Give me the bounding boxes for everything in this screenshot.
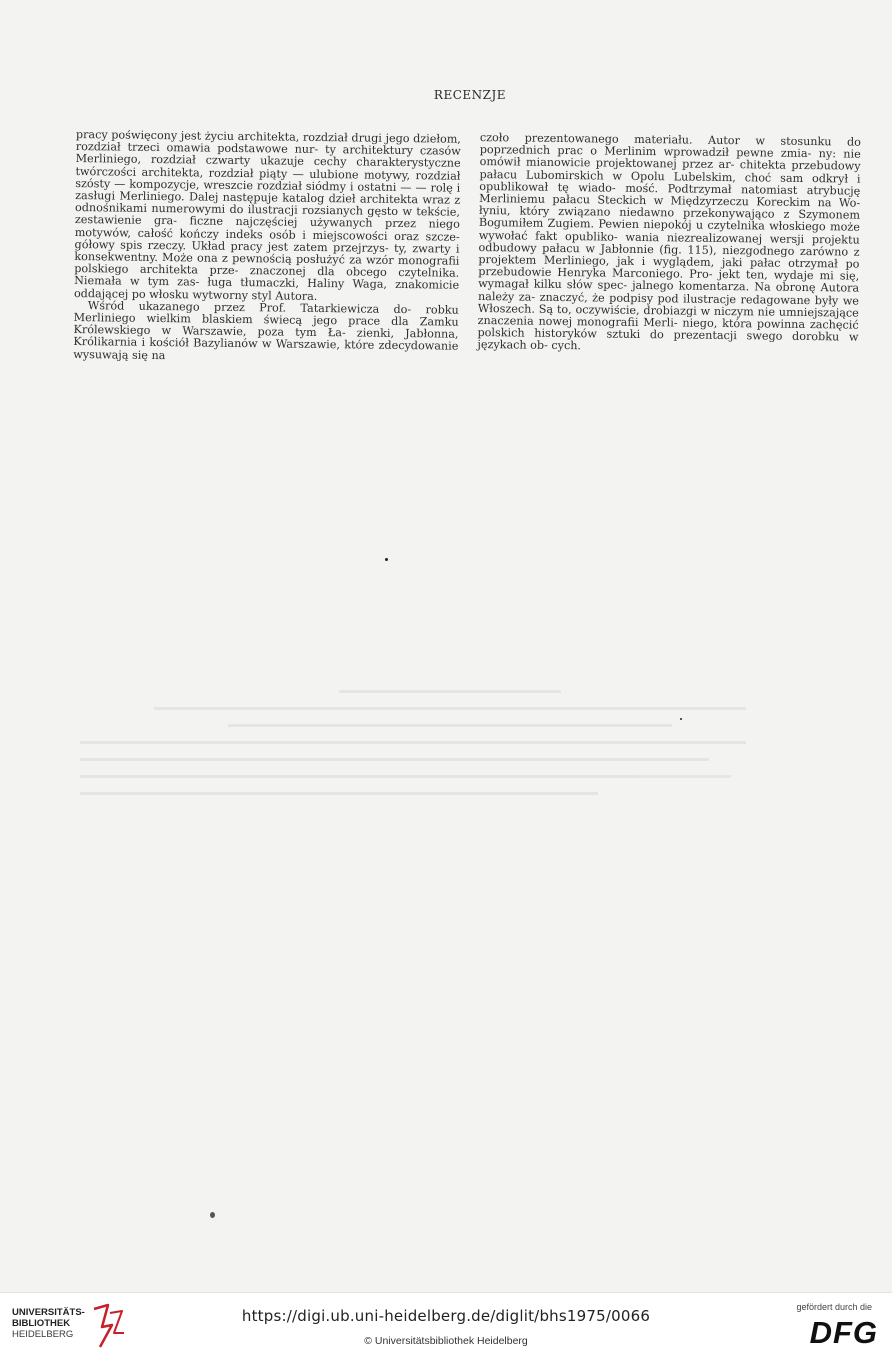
left-paragraph-2: Wśród ukazanego przez Prof. Tatarkiewicza do- robku Merliniego wielkim blaskiem świecą jego prace dla Zamku Królewskiego w Warszawie, poza tym Ła- zienki, Jabłonna, Królikarnia i kościół Bazylianów w Warszawie, które zdecydowanie wysuwają się na xyxy=(73,299,459,362)
page-url-link[interactable]: https://digi.ub.uni-heidelberg.de/diglit/bhs1975/0066 xyxy=(241,1307,651,1325)
right-text-column xyxy=(477,132,861,356)
dfg-logo[interactable]: DFG xyxy=(809,1315,878,1350)
page-speck xyxy=(385,558,388,561)
show-through-text xyxy=(80,690,820,990)
dfg-funding-label: gefördert durch die xyxy=(796,1302,872,1312)
right-paragraph-1: czoło prezentowanego materiału. Autor w stosunku do poprzednich prac o Merlinim wprowadził pewne zmia- ny: nie omówił mianowicie projektowanej przez ar- chitekta przebudowy pałacu Lubomirskich w Opolu Lubelskim, choć sam odkrył i opublikował tę wiado- mość. Podtrzymał natomiast atrybucję Merliniemu pałacu Steckich w Międzyrzeczu Koreckim na Wo- łyniu, który związano niedawno przekonywająco z Szymonem Bogumiłem Zugiem. Pewien niepokój u czytelnika włoskiego może wywołać fakt opubliko- wania niezrealizowanej wersji projektu odbudowy pałacu w Jabłonnie (fig. 115), niezgodnego zarówno z projektem Merliniego, jak i wyglądem, jaki pałac otrzymał po przebudowie Henryka Marconiego. Pro- jekt ten, wydaje mi się, wymagał kilku słów spec- jalnego komentarza. Na obronę Autora należy za- znaczyć, że podpisy pod ilustracje redagowane były we Włoszech. Są to, oczywiście, drobiazgi w niczym nie umniejszające znaczenia nowej monografii Merli- niego, która powinna zachęcić polskich historyków sztuki do prezentacji swego dorobku w językach ob- cych. xyxy=(477,131,861,353)
logo-line-3: HEIDELBERG xyxy=(12,1329,74,1340)
copyright-notice: © Universitätsbibliothek Heidelberg xyxy=(364,1335,528,1347)
page-speck xyxy=(680,718,682,720)
page-speck xyxy=(210,1212,215,1218)
left-paragraph-1: pracy poświęcony jest życiu architekta, rozdział drugi jego dziełom, rozdział trzeci omawia podstawowe nur- ty architektury czasów Merliniego, rozdział czwarty ukazuje cechy charakterystyczne twórczości architekta, rozdział piąty — ulubione motywy, rozdział szósty — kompozycje, wreszcie rozdział siódmy i ostatni — — rolę i zasługi Merliniego. Dalej następuje katalog dzieł architekta wraz z odnośnikami numerowymi do ilustracji rozsianych gęsto w tekście, zestawienie gra- ficzne najczęściej używanych przez niego motywów, całość kończy indeks osób i miejscowości oraz szcze- gółowy spis rzeczy. Układ pracy jest zatem przejrzys- ty, zwarty i konsekwentny. Może ona z pewnością posłużyć za wzór monografii polskiego architekta prze- znaczonej dla obcego czytelnika. Niemała w tym zas- ługa tłumaczki, Haliny Waga, znakomicie oddającej po włosku wytworny styl Autora. xyxy=(73,128,461,303)
logo-line-1: UNIVERSITÄTS- xyxy=(12,1307,85,1318)
logo-line-2: BIBLIOTHEK xyxy=(12,1318,71,1329)
left-text-column xyxy=(73,129,461,366)
running-head: RECENZJE xyxy=(433,88,507,102)
viewer-footer xyxy=(0,1292,892,1359)
